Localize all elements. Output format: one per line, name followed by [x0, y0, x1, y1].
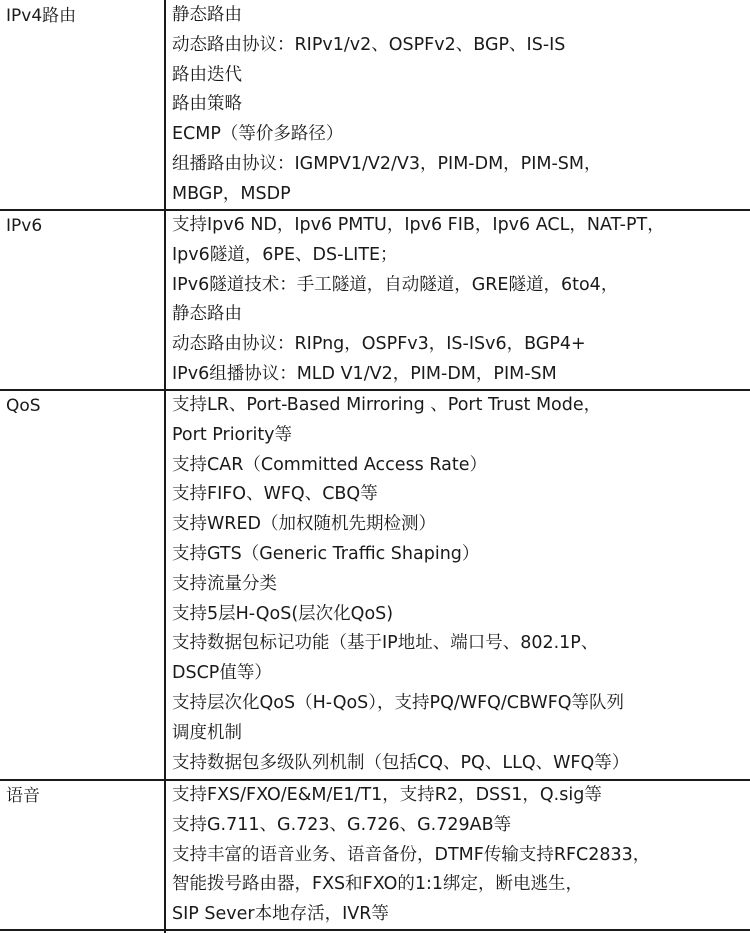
feature-line: 支持GTS（Generic Traffic Shaping） [172, 543, 480, 564]
feature-line: 支持丰富的语音业务、语音备份，DTMF传输支持RFC2833， [172, 844, 651, 865]
category-label: IPv4路由 [6, 6, 77, 26]
row-divider [0, 929, 750, 931]
feature-line: 支持5层H-QoS(层次化QoS) [172, 603, 394, 624]
spec-row-ipv4 [0, 0, 750, 210]
spec-row-voice [0, 780, 750, 930]
feature-line: 支持层次化QoS（H-QoS），支持PQ/WFQ/CBWFQ等队列 [172, 692, 625, 713]
category-label: 语音 [6, 786, 40, 806]
feature-line: 调度机制 [172, 722, 242, 743]
feature-line: 静态路由 [172, 5, 242, 25]
feature-line: 静态路由 [172, 304, 242, 325]
feature-line: 支持数据包多级队列机制（包括CQ、PQ、LLQ、WFQ等） [172, 752, 630, 773]
spec-row-qos [0, 390, 750, 780]
feature-line: IPv6组播协议：MLD V1/V2，PIM-DM，PIM-SM [172, 363, 557, 384]
feature-line: IPv6隧道技术：手工隧道，自动隧道，GRE隧道，6to4， [172, 274, 619, 295]
feature-line: 支持FIFO、WFQ、CBQ等 [172, 484, 378, 505]
feature-list [172, 391, 750, 778]
feature-line: DSCP值等） [172, 663, 272, 684]
feature-line: MBGP，MSDP [172, 183, 291, 204]
feature-line: 动态路由协议：RIPng，OSPFv3，IS-ISv6，BGP4+ [172, 334, 586, 355]
feature-line: 组播路由协议：IGMPV1/V2/V3，PIM-DM，PIM-SM， [172, 153, 602, 174]
category-label: IPv6 [6, 216, 43, 236]
feature-line: 支持WRED（加权随机先期检测） [172, 514, 436, 535]
feature-list [172, 781, 750, 930]
feature-line: 支持G.711、G.723、G.726、G.729AB等 [172, 814, 512, 835]
feature-line: 动态路由协议：RIPv1/v2、OSPFv2、BGP、IS-IS [172, 34, 566, 55]
feature-line: 路由策略 [172, 94, 242, 115]
feature-line: Port Priority等 [172, 424, 293, 445]
feature-line: 路由迭代 [172, 64, 242, 85]
feature-line: 支持LR、Port-Based Mirroring 、Port Trust Mode， [172, 395, 602, 415]
feature-line: 支持数据包标记功能（基于IP地址、端口号、802.1P、 [172, 633, 599, 654]
feature-line: SIP Sever本地存活，IVR等 [172, 904, 389, 925]
feature-line: 智能拨号路由器，FXS和FXO的1:1绑定，断电逃生， [172, 874, 584, 895]
feature-line: 支持流量分类 [172, 573, 277, 594]
feature-list [172, 1, 750, 210]
spec-row-ipv6 [0, 210, 750, 390]
feature-list [172, 211, 750, 390]
feature-line: 支持CAR（Committed Access Rate） [172, 454, 487, 475]
feature-line: ECMP（等价多路径） [172, 124, 344, 145]
feature-line: 支持FXS/FXO/E&M/E1/T1，支持R2，DSS1，Q.sig等 [172, 785, 602, 805]
feature-line: Ipv6隧道，6PE、DS-LITE； [172, 244, 398, 265]
category-label: QoS [6, 396, 41, 416]
feature-line: 支持Ipv6 ND，Ipv6 PMTU，Ipv6 FIB，Ipv6 ACL，NAT-PT， [172, 215, 665, 235]
